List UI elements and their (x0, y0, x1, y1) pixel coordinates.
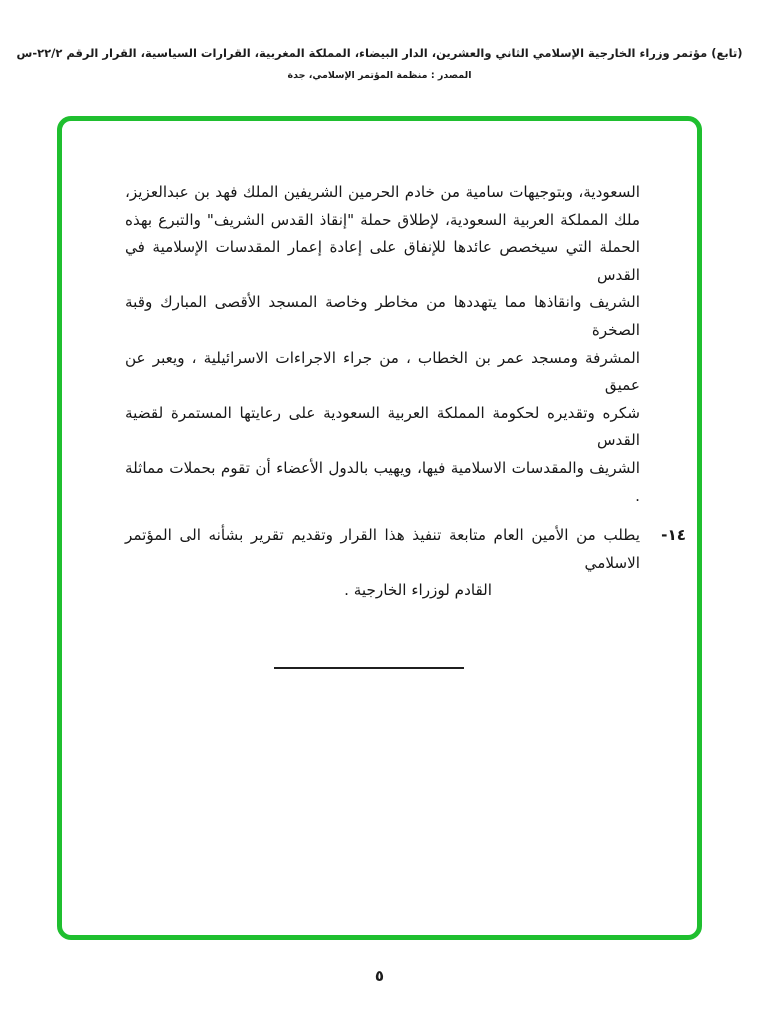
text-line: يطلب من الأمين العام متابعة تنفيذ هذا القرار وتقديم تقرير بشأنه الى المؤتمر الاسلامي (125, 526, 640, 572)
text-line: الشريف وانقاذها مما يتهددها من مخاطر وخاصة المسجد الأقصى المبارك وقبة الصخرة (125, 293, 640, 339)
text-line: السعودية، وبتوجيهات سامية من خادم الحرمين الشريفين الملك فهد بن عبدالعزيز، (125, 183, 640, 201)
highlight-annotation-box (57, 116, 702, 940)
text-line: ملك المملكة العربية السعودية، لإطلاق حملة "إنقاذ القدس الشريف" والتبرع بهذه (125, 210, 640, 229)
clause-item-14 (125, 522, 686, 605)
text-line: شكره وتقديره لحكومة المملكة العربية السعودية على رعايتها المستمرة لقضية القدس (125, 403, 640, 450)
header-citation-line: (تابع) مؤتمر وزراء الخارجية الإسلامي الثاني والعشرين، الدار البيضاء، المملكة المغربية، القرارات السياسية، القرار الرقم ٢٢/٢-س (16, 46, 743, 60)
text-line: المشرفة ومسجد عمر بن الخطاب ، من جراء الاجراءات الاسرائيلية ، ويعبر عن عميق (125, 348, 640, 395)
header-source-line: المصدر : منظمة المؤتمر الإسلامي، جدة (287, 70, 472, 81)
text-line: القادم لوزراء الخارجية . (344, 581, 492, 600)
body-text-block (125, 179, 686, 669)
document-header (0, 46, 759, 81)
separator-line (274, 667, 464, 669)
page-number: ٥ (374, 967, 385, 985)
clause-number: ١٤- (661, 526, 686, 545)
text-line: الحملة التي سيخصص عائدها للإنفاق على إعادة إعمار المقدسات الإسلامية في القدس (125, 238, 640, 284)
clause-text (125, 522, 640, 605)
text-line: الشريف والمقدسات الاسلامية فيها، ويهيب بالدول الأعضاء أن تقوم بحملات مماثلة . (125, 458, 640, 505)
